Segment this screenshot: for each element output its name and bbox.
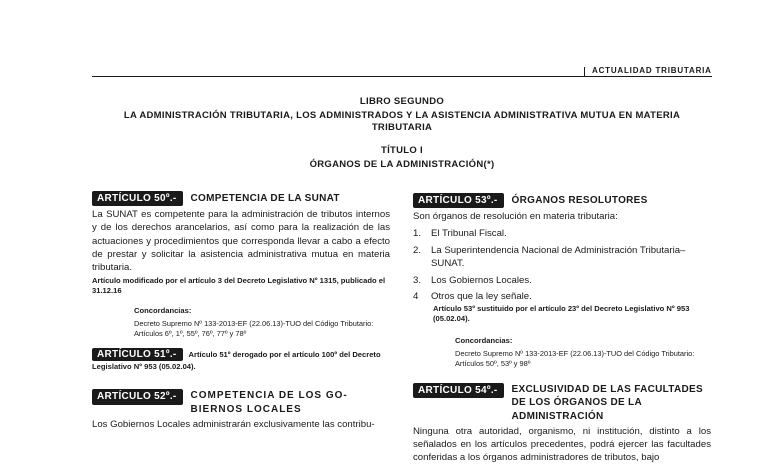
article-51 [92,349,390,373]
article-title: COMPETENCIA DE LOS GO-BIERNOS LOCALES [190,390,348,415]
article-intro: Son órganos de resolución en materia tributaria: [413,211,618,223]
list-item: 4 Otros que la ley señale. [413,291,532,303]
concordancias-text: Decreto Supremo Nº 133-2013-EF (22.06.13)-TUO del Código Tributario: Artículos 50º, 53º y 98º [455,349,695,369]
libro-heading: LIBRO SEGUNDO [359,96,445,107]
list-item: 1. El Tribunal Fiscal. [413,228,507,240]
list-item: 2. La Superintendencia Nacional de Administración Tributaria–SUNAT. [413,244,686,270]
article-title: ÓRGANOS RESOLUTORES [511,195,648,206]
article-badge: ARTÍCULO 54º.- [413,383,504,398]
header-divider [584,67,585,76]
resolutores-list [413,227,711,304]
article-badge: ARTÍCULO 50º.- [92,191,183,206]
concordancias-title: Concordancias: [134,306,192,316]
article-52 [92,389,390,431]
article-badge: ARTÍCULO 53º.- [413,193,504,208]
article-note: Artículo modificado por el artículo 3 del Decreto Legislativo Nº 1315, publicado el 31.12.16 [92,276,386,296]
right-column [413,193,711,464]
list-item: 3. Los Gobiernos Locales. [413,274,532,286]
article-title: EXCLUSIVIDAD DE LAS FACULTADES DE LOS ÓRGANOS DE LA ADMINISTRACIÓN [511,384,703,422]
running-header: ACTUALIDAD TRIBUTARIA [592,66,712,75]
libro-subtitle-line2: TRIBUTARIA [371,122,433,133]
organos-heading: ÓRGANOS DE LA ADMINISTRACIÓN(*) [309,159,495,170]
article-50 [92,191,390,339]
article-note: Artículo 51º derogado por el artículo 100º del Decreto Legislativo Nº 953 (05.02.04). [92,350,381,372]
article-text: Ninguna otra autoridad, organismo, ni institución, distinto a los señalados en los artículos precedentes, podrá ejercer las facultades conferidas a los órganos administradores de tributos, bajo [413,425,711,464]
article-54 [413,383,711,464]
concordancias-title: Concordancias: [455,335,513,345]
article-badge: ARTÍCULO 51º.- [92,348,183,361]
article-title: COMPETENCIA DE LA SUNAT [190,193,340,204]
article-badge: ARTÍCULO 52º.- [92,389,183,404]
left-column [92,191,390,431]
header-rule [92,76,712,77]
article-53 [413,193,711,369]
concordancias-text: Decreto Supremo Nº 133-2013-EF (22.06.13)-TUO del Código Tributario: Artículos 6º, 1º, 55º, 76º, 77º y 78º [134,319,374,339]
titulo-heading: TÍTULO I [381,145,423,156]
article-text: Los Gobiernos Locales administrarán exclusivamente las contribu- [92,418,375,430]
article-text: La SUNAT es competente para la administración de tributos internos y de los derechos arancelarios, así como para la realización de las actuaciones y procedimientos que corresponda llevar a cabo a efecto de prestar y solicitar la asistencia administrativa mutua en materia tributaria. [92,209,390,274]
article-note: Artículo 53º sustituido por el artículo 23º del Decreto Legislativo Nº 953 (05.02.04). [433,303,690,323]
libro-subtitle-line1: LA ADMINISTRACIÓN TRIBUTARIA, LOS ADMINISTRADOS Y LA ASISTENCIA ADMINISTRATIVA MUTUA EN MATERIA [123,110,681,121]
